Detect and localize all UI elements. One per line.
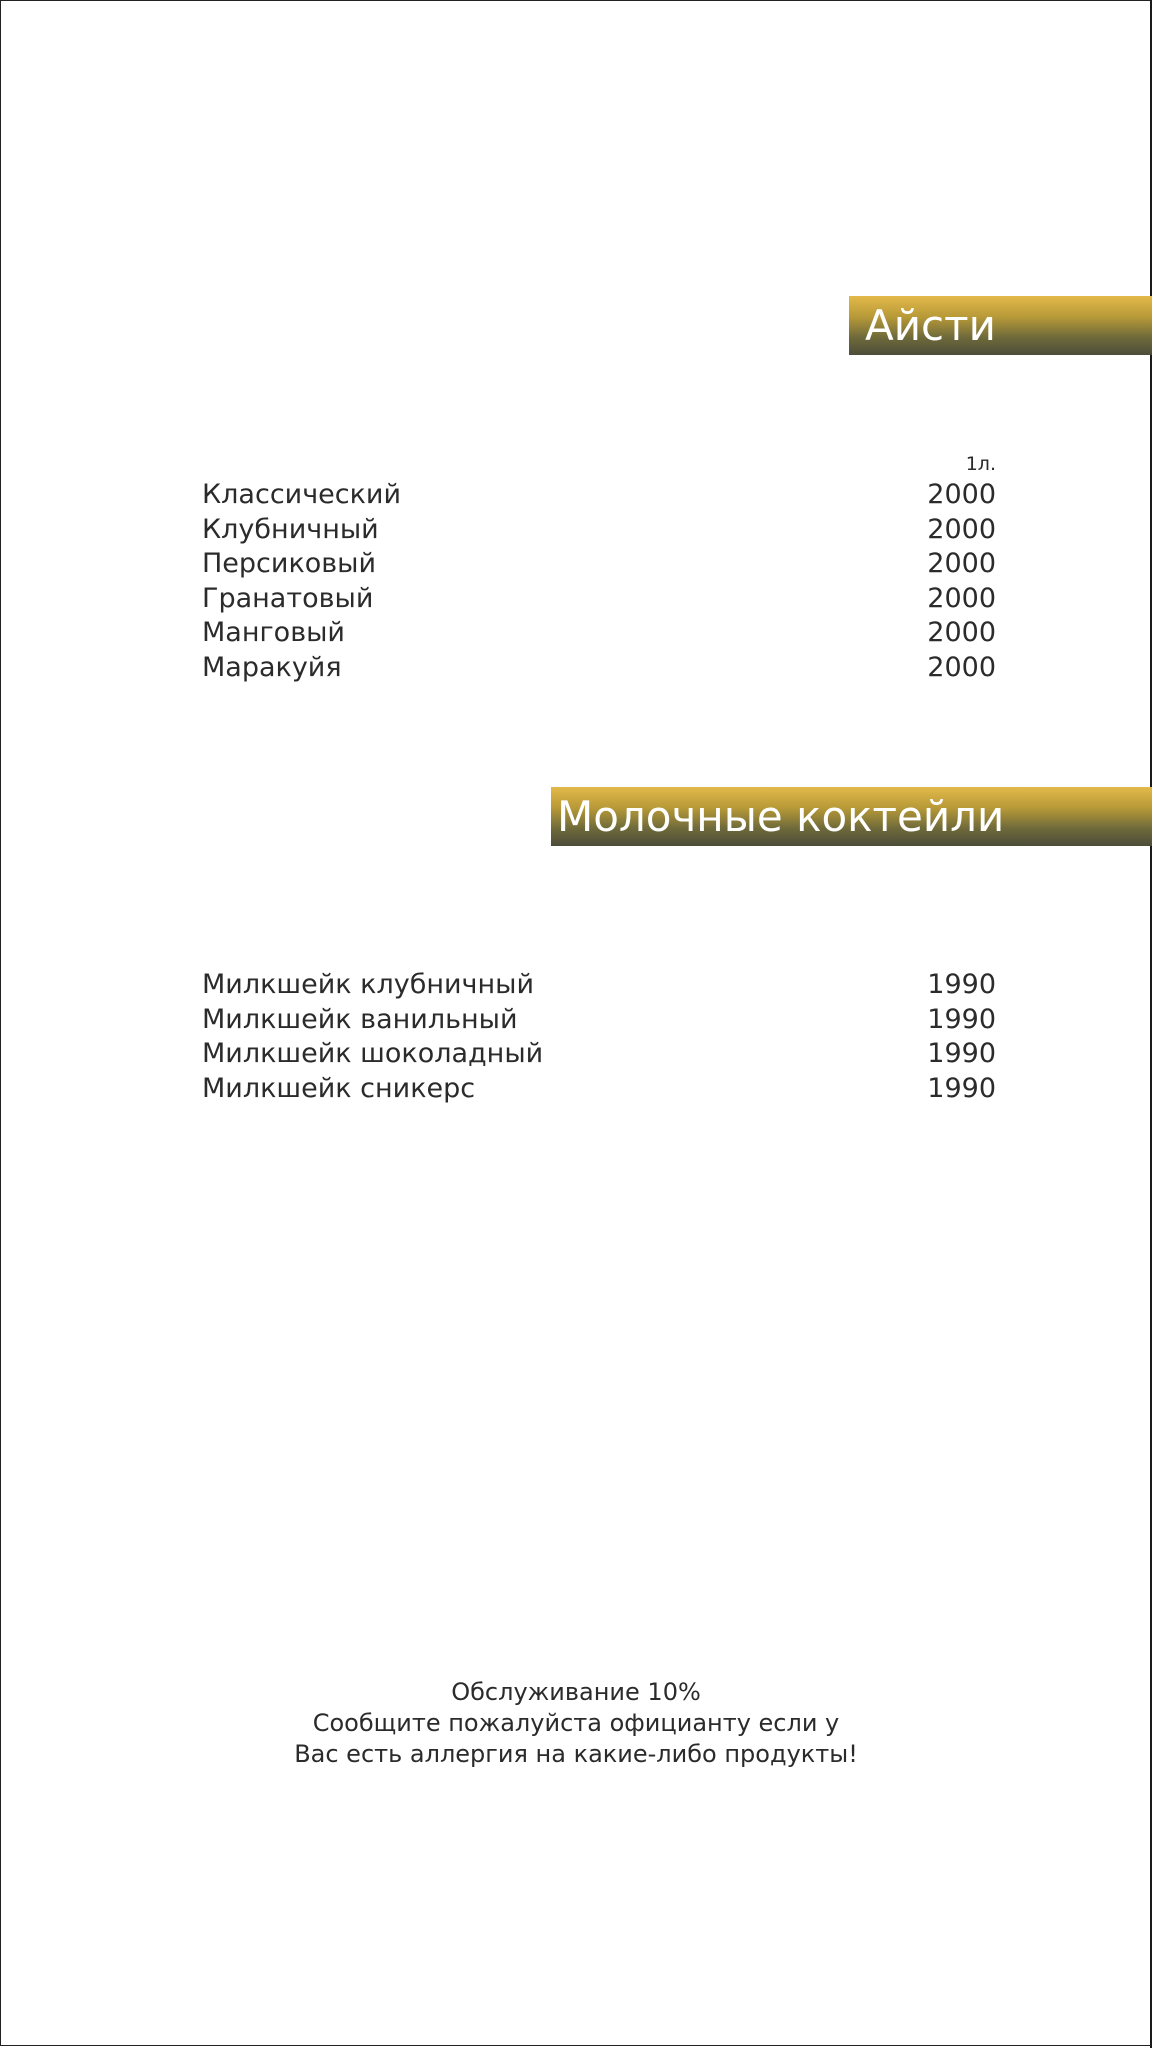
item-name: Милкшейк клубничный bbox=[202, 969, 535, 1000]
item-name: Классический bbox=[202, 479, 402, 510]
allergy-note-line-2: Вас есть аллергия на какие-либо продукты! bbox=[294, 1740, 858, 1768]
item-price: 2000 bbox=[927, 617, 996, 648]
item-price: 1990 bbox=[927, 1072, 996, 1104]
menu-item bbox=[202, 547, 996, 582]
item-price: 2000 bbox=[927, 479, 996, 510]
volume-label: 1л. bbox=[965, 453, 996, 475]
menu-item bbox=[202, 582, 996, 617]
menu-item bbox=[202, 1037, 996, 1072]
section-title: Молочные коктейли bbox=[557, 792, 1005, 841]
service-charge-note: Обслуживание 10% bbox=[451, 1678, 701, 1706]
item-name: Милкшейк шоколадный bbox=[202, 1038, 544, 1069]
item-price: 1990 bbox=[927, 969, 996, 1000]
allergy-note-line-1: Сообщите пожалуйста официанту если у bbox=[312, 1709, 840, 1737]
menu-item bbox=[202, 1072, 996, 1107]
section-header-iced-tea bbox=[849, 296, 1152, 355]
item-price: 2000 bbox=[927, 513, 996, 545]
item-price: 1990 bbox=[927, 1003, 996, 1035]
menu-item bbox=[202, 513, 996, 548]
menu-item bbox=[202, 478, 996, 513]
item-price: 1990 bbox=[927, 1038, 996, 1069]
menu-item bbox=[202, 968, 996, 1003]
item-name: Маракуйя bbox=[202, 651, 342, 683]
menu-item bbox=[202, 1003, 996, 1038]
item-name: Милкшейк сникерс bbox=[202, 1072, 476, 1104]
item-price: 2000 bbox=[927, 548, 996, 579]
item-price: 2000 bbox=[927, 651, 996, 683]
section-header-milkshakes bbox=[551, 787, 1152, 846]
footer-note bbox=[0, 1677, 1152, 1770]
item-name: Гранатовый bbox=[202, 582, 374, 614]
item-name: Манговый bbox=[202, 617, 345, 648]
item-price: 2000 bbox=[927, 582, 996, 614]
section-title: Айсти bbox=[865, 301, 996, 350]
menu-item bbox=[202, 651, 996, 686]
item-name: Милкшейк ванильный bbox=[202, 1003, 518, 1035]
menu-list-milkshakes bbox=[202, 968, 996, 1106]
item-name: Персиковый bbox=[202, 548, 377, 579]
item-name: Клубничный bbox=[202, 513, 379, 545]
menu-list-iced-tea bbox=[202, 478, 996, 685]
menu-item bbox=[202, 616, 996, 651]
